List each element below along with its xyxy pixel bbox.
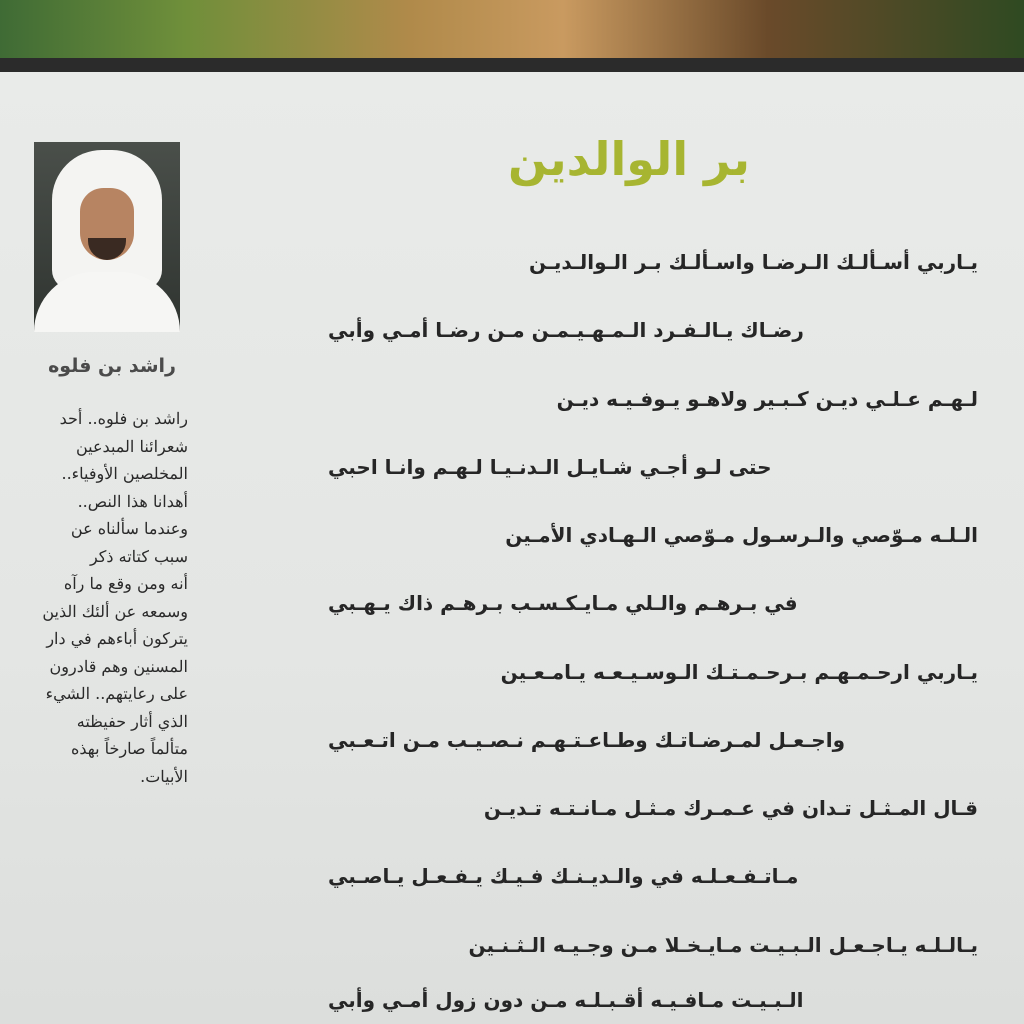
bio-line: أنه ومن وقع ما رآه xyxy=(63,574,188,593)
poem-verse-1: يـاربي أسـألـك الـرضـا واسـألـك بـر الـوالـديـن xyxy=(529,250,978,274)
poem-verse-7: يـاربي ارحـمـهـم بـرحـمـتـك الـوسـيـعـه يـامـعـين xyxy=(500,660,978,684)
bio-line: يتركون أباءهم في دار xyxy=(46,629,188,648)
author-bio xyxy=(36,405,188,790)
bio-line: الذي أثار حفيظته xyxy=(76,711,188,731)
bio-line: شعرائنا المبدعين xyxy=(76,436,188,456)
bio-line: راشد بن فلوه.. أحد xyxy=(59,409,188,428)
poem-verse-2: رضـاك يـالـفـرد الـمـهـيـمـن مـن رضـا أمـي وأبي xyxy=(328,318,804,342)
bio-line: المسنين وهم قادرون xyxy=(49,656,188,676)
bio-line: متألماً صارخاً بهذه xyxy=(70,739,188,758)
author-name: راشد بن فلوه xyxy=(48,355,176,377)
poem-verse-6: في بـرهـم والـلي مـايـكـسـب بـرهـم ذاك يـهـبي xyxy=(328,591,798,615)
poem-verse-9: قـال المـثـل تـدان في عـمـرك مـثـل مـانـتـه تـديـن xyxy=(483,796,978,820)
bio-line: وسمعه عن ألئك الذين xyxy=(42,601,188,621)
poem-verse-4: حتى لـو أجـي شـايـل الـدنـيـا لـهـم وانـا احبي xyxy=(328,455,772,479)
article-title: بر الوالدين xyxy=(507,132,750,186)
poem-verse-12: الـبـيـت مـافـيـه أقـبـلـه مـن دون زول أمـي وأبي xyxy=(328,988,804,1012)
author-portrait xyxy=(34,142,180,332)
poem-verse-5: الـلـه مـوّصي والـرسـول مـوّصي الـهـادي الأمـين xyxy=(505,523,978,547)
bio-line: وعندما سألناه عن xyxy=(70,519,188,538)
bio-line: الأبيات. xyxy=(140,766,188,786)
poem-verse-3: لـهـم عـلـي ديـن كـبـير ولاهـو يـوفـيـه ديـن xyxy=(556,387,978,411)
bio-line: على رعايتهم.. الشيء xyxy=(45,684,188,703)
bio-line: سبب كتاته ذكر xyxy=(89,546,188,566)
poem-verse-11: يـالـلـه يـاجـعـل الـبـيـت مـايـخـلا مـن وجـيـه الـثـنـين xyxy=(468,933,978,957)
top-photo-strip xyxy=(0,0,1024,72)
poem-verse-8: واجـعـل لمـرضـاتـك وطـاعـتـهـم نـصـيـب مـن اتـعـبي xyxy=(328,728,846,752)
bio-line: المخلصين الأوفياء.. xyxy=(61,464,188,483)
poem-verse-10: مـاتـفـعـلـه في والـديـنـك فـيـك يـفـعـل يـاصـبي xyxy=(328,864,799,888)
bio-line: أهدانا هذا النص.. xyxy=(77,491,188,511)
